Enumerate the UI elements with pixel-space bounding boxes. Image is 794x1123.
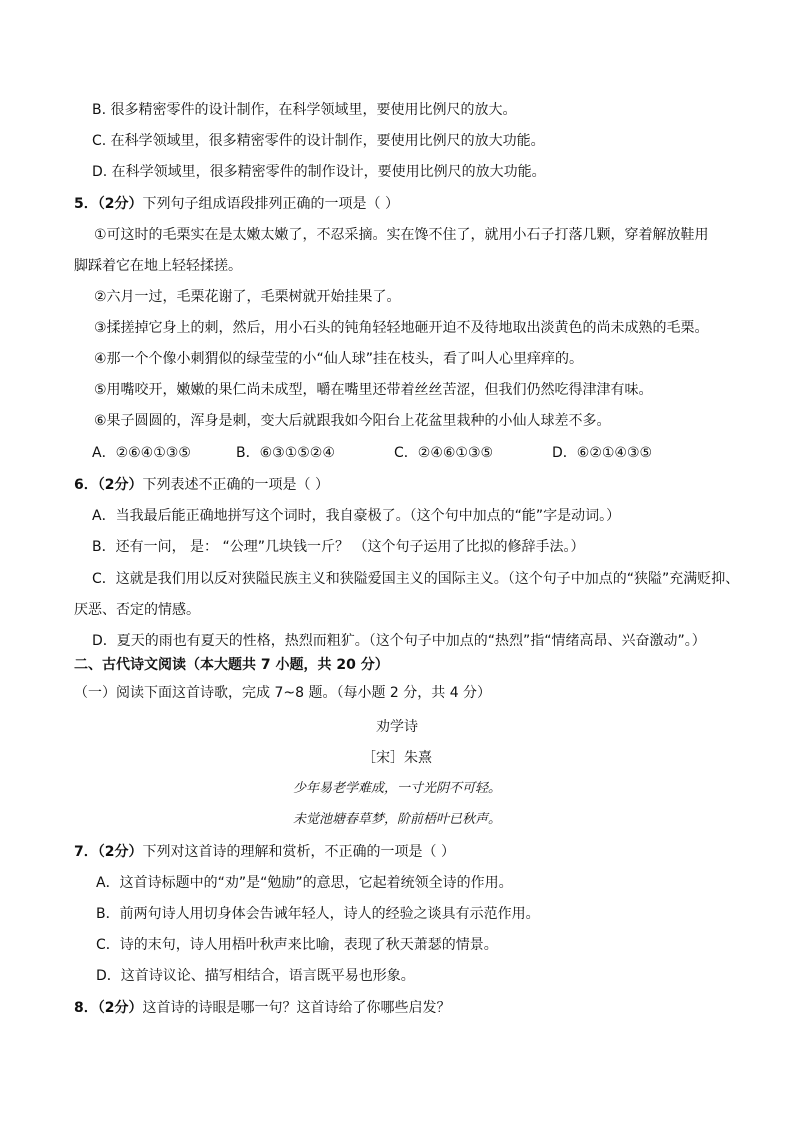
q6-option-b: B．还有一问， 是： “公理”几块钱一斤？ （这个句子运用了比拟的修辞手法。） xyxy=(92,539,585,555)
q5-option-c: C．②④⑥①③⑤ xyxy=(394,445,494,461)
q6-option-d: D．夏天的雨也有夏天的性格，热烈而粗犷。（这个句子中加点的“热烈”指“情绪高昂、兴奋激动”。） xyxy=(92,633,706,649)
q5-option-d: D．⑥②①④③⑤ xyxy=(552,445,653,461)
q5-option-b: B．⑥③①⑤②④ xyxy=(236,445,335,461)
q7-points: （2分） xyxy=(97,844,143,860)
q5-sentence-1a: ①可这时的毛栗实在是太嫩太嫩了，不忍采摘。实在馋不住了，就用小石子打落几颗，穿着解放鞋用 xyxy=(94,227,709,243)
q7-option-d: D．这首诗议论、描写相结合，语言既平易也形象。 xyxy=(96,968,415,984)
poem-title: 劝学诗 xyxy=(376,719,418,735)
q5-stem xyxy=(74,194,399,214)
q5-number: 5． xyxy=(74,196,98,212)
q5-points: （2分） xyxy=(97,196,143,212)
q6-text: 下列表述不正确的一项是（ ） xyxy=(142,477,329,493)
q6-option-c-line1: C．这就是我们用以反对狭隘民族主义和狭隘爱国主义的国际主义。（这个句子中加点的“狭隘”充满贬抑、 xyxy=(92,571,740,587)
q5-option-a: A．②⑥④①③⑤ xyxy=(92,445,191,461)
q7-option-b: B．前两句诗人用切身体会告诫年轻人，诗人的经验之谈具有示范作用。 xyxy=(96,906,540,922)
q5-sentence-2: ②六月一过，毛栗花谢了，毛栗树就开始挂果了。 xyxy=(94,289,401,305)
q6-option-c-line2: 厌恶、否定的情感。 xyxy=(74,602,200,618)
q6-number: 6． xyxy=(74,477,98,493)
q5-text: 下列句子组成语段排列正确的一项是（ ） xyxy=(142,196,399,212)
q6-option-a: A．当我最后能正确地拼写这个词时，我自豪极了。（这个句中加点的“能”字是动词。） xyxy=(92,508,621,524)
q4-option-d: D. 在科学领域里，很多精密零件的制作设计，要使用比例尺的放大功能。 xyxy=(92,164,546,180)
q8-number: 8． xyxy=(74,1000,98,1016)
q7-stem xyxy=(74,842,455,862)
q5-sentence-6: ⑥果子圆圆的，浑身是刺，变大后就跟我如今阳台上花盆里栽种的小仙人球差不多。 xyxy=(94,413,611,429)
q4-option-b: B. 很多精密零件的设计制作，在科学领域里，要使用比例尺的放大。 xyxy=(92,102,517,118)
poem-line-1: 少年易老学难成，一寸光阴不可轻。 xyxy=(292,781,501,796)
poem-line-2: 未觉池塘春草梦，阶前梧叶已秋声。 xyxy=(292,812,501,827)
q8-stem xyxy=(74,998,451,1018)
q8-points: （2分） xyxy=(97,1000,143,1016)
section-2-title: 二、古代诗文阅读（本大题共 7 小题，共 20 分） xyxy=(74,657,389,673)
q5-sentence-5: ⑤用嘴咬开，嫩嫩的果仁尚未成型，嚼在嘴里还带着丝丝苦涩，但我们仍然吃得津津有味。 xyxy=(94,382,653,398)
q5-sentence-3: ③揉搓掉它身上的刺，然后，用小石头的钝角轻轻地砸开迫不及待地取出淡黄色的尚未成熟的毛栗。 xyxy=(94,320,709,336)
q7-number: 7． xyxy=(74,844,98,860)
q8-text: 这首诗的诗眼是哪一句？这首诗给了你哪些启发？ xyxy=(142,1000,451,1016)
q4-option-c: C. 在科学领域里，很多精密零件的设计制作，要使用比例尺的放大功能。 xyxy=(92,133,545,149)
section-2-subtitle: （一）阅读下面这首诗歌，完成 7~8 题。（每小题 2 分，共 4 分） xyxy=(74,685,492,701)
q6-stem xyxy=(74,475,329,495)
q7-text: 下列对这首诗的理解和赏析，不正确的一项是（ ） xyxy=(142,844,455,860)
q7-option-c: C．诗的末句，诗人用梧叶秋声来比喻，表现了秋天萧瑟的情景。 xyxy=(96,937,498,953)
q6-points: （2分） xyxy=(97,477,143,493)
poem-author: ［宋］朱熹 xyxy=(362,750,432,766)
q7-option-a: A．这首诗标题中的“劝”是“勉励”的意思，它起着统领全诗的作用。 xyxy=(96,875,513,891)
q5-sentence-1b: 脚踩着它在地上轻轻揉搓。 xyxy=(74,258,242,274)
q5-sentence-4: ④那一个个像小刺猬似的绿莹莹的小“仙人球”挂在枝头，看了叫人心里痒痒的。 xyxy=(94,351,584,367)
